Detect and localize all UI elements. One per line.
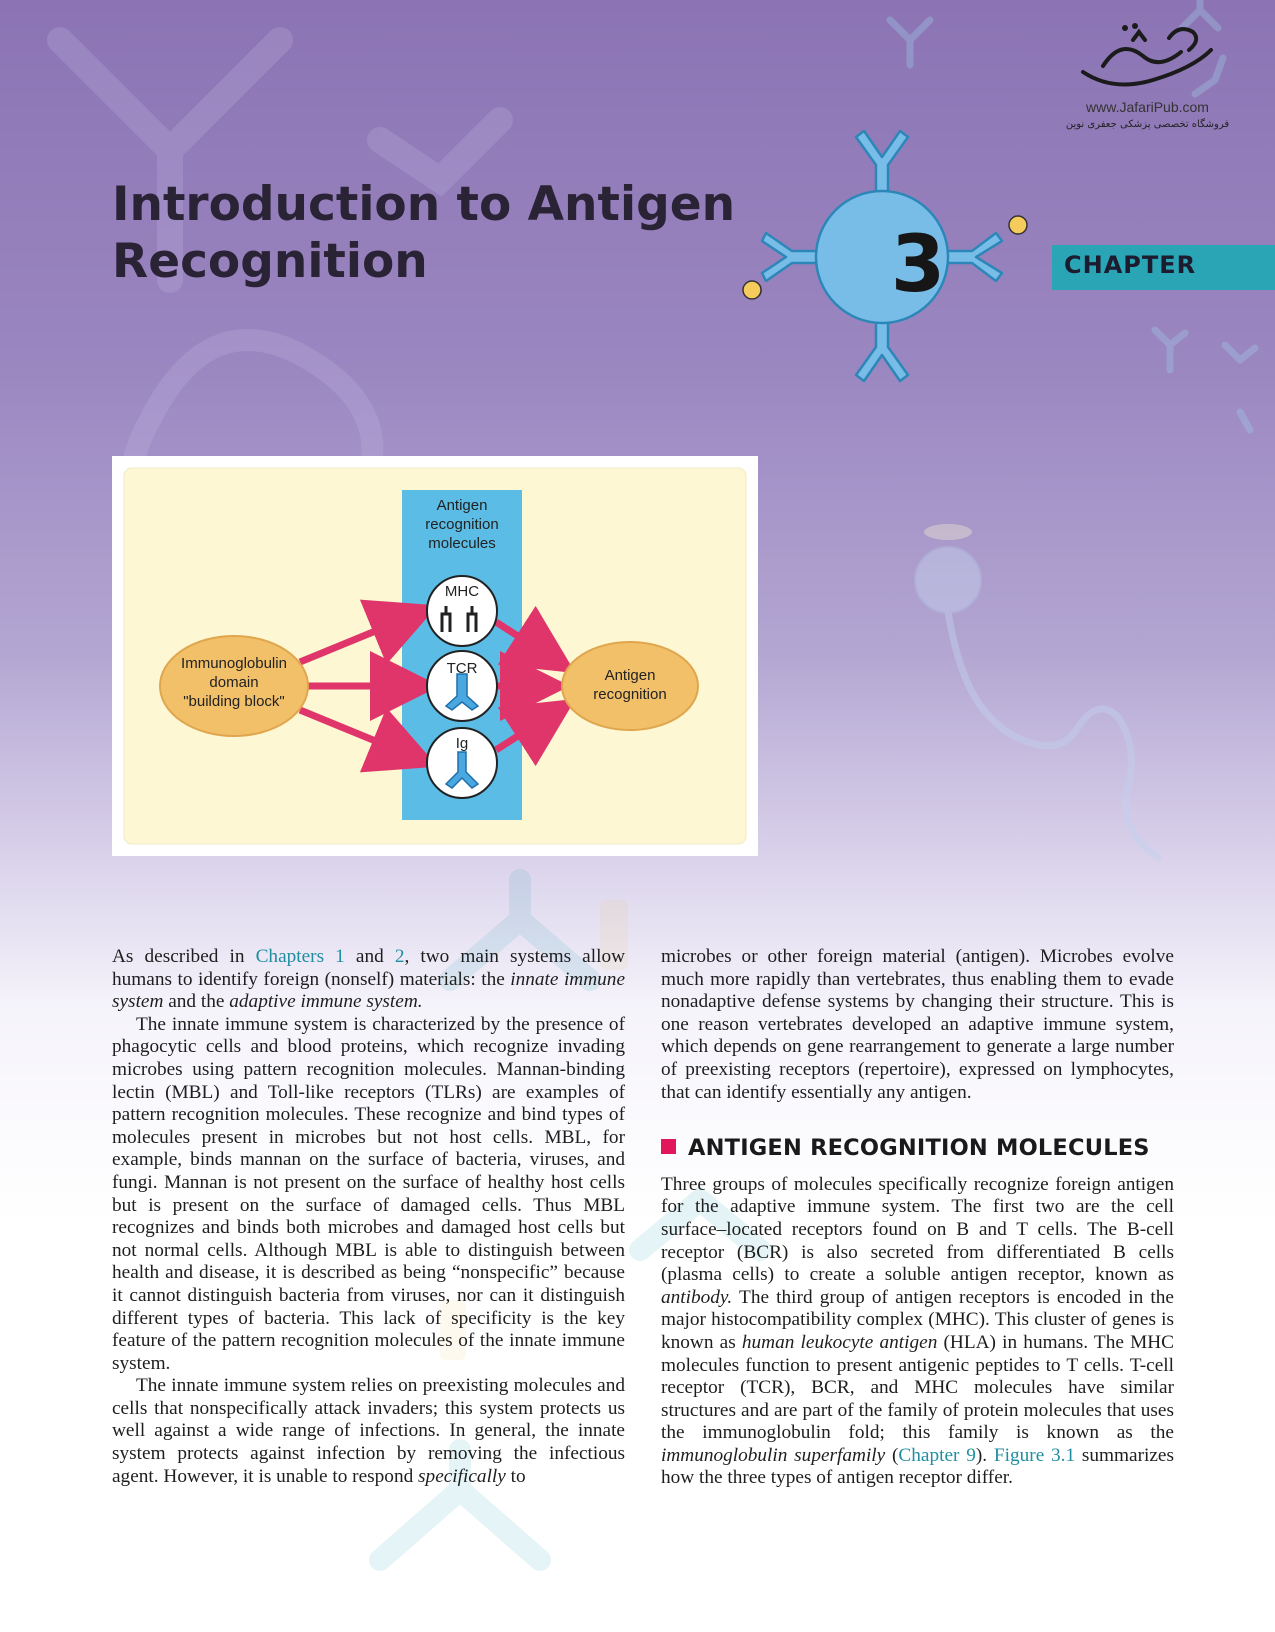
logo-tagline: فروشگاه تخصصی پزشکی جعفری نوین xyxy=(1065,119,1230,130)
text: summarizes how the three types of antigen receptor differ. xyxy=(661,1444,1174,1489)
section-marker-icon xyxy=(661,1139,676,1154)
text: , two main systems allow humans to identify foreign (nonself) materials: the xyxy=(112,946,626,990)
text: As described in xyxy=(112,946,256,967)
body-right-column xyxy=(661,946,1174,1490)
left-node-line3: "building block" xyxy=(183,693,285,710)
publisher-logo xyxy=(1060,20,1235,130)
left-paragraph-3 xyxy=(112,1375,625,1488)
right-node-line1: Antigen xyxy=(604,667,656,684)
center-header-line1: Antigen xyxy=(436,497,488,514)
text: Three groups of molecules specifically recognize foreign antigen for the adaptive immune system. The first two are the cell surface–located receptors found on B and T cells. The B-cell receptor (BCR) is also secreted from differentiated B cells (plasma cells) to create a soluble antigen receptor, known as xyxy=(661,1173,1174,1286)
section-heading xyxy=(661,1137,1174,1160)
chapter-title-line1: Introduction to Antigen xyxy=(112,177,736,232)
text: The innate immune system relies on preexisting molecules and cells that nonspecifically attack invaders; this system protects us well against a wide range of infections. In general, the innate system protects against infection by removing the infectious agent. However, it is unable to respond xyxy=(112,1375,625,1487)
right-node-line2: recognition xyxy=(593,686,667,703)
chapter-title-line2: Recognition xyxy=(112,234,428,289)
emphasis: adaptive immune system. xyxy=(229,991,423,1013)
emphasis: human leukocyte antigen xyxy=(741,1331,938,1353)
tcr-label: TCR xyxy=(446,660,478,677)
chapter-badge-icon xyxy=(760,125,1275,415)
text: and xyxy=(344,946,395,967)
emphasis: specifically xyxy=(418,1465,506,1487)
chapter-label: CHAPTER xyxy=(1064,251,1197,279)
figure-antigen-recognition xyxy=(112,456,758,856)
figure-3-1-link[interactable]: Figure 3.1 xyxy=(993,1444,1076,1466)
left-node-label xyxy=(160,654,308,711)
emphasis: innate immune system xyxy=(112,968,625,1013)
section-heading-text: ANTIGEN RECOGNITION MOLECULES xyxy=(688,1135,1150,1162)
text: and the xyxy=(163,991,230,1013)
center-header-line3: molecules xyxy=(428,535,496,552)
mhc-label: MHC xyxy=(444,583,480,600)
chapter-title xyxy=(112,176,752,290)
chapter-9-link[interactable]: Chapter 9 xyxy=(898,1444,976,1466)
chapters-1-link[interactable]: Chapters 1 xyxy=(255,946,345,967)
logo-mark-icon xyxy=(1073,20,1223,92)
center-header-label xyxy=(402,496,522,553)
ig-label: Ig xyxy=(455,735,469,752)
chapter-number: 3 xyxy=(890,220,946,310)
emphasis: antibody. xyxy=(661,1286,733,1308)
text: The third group of antigen receptors is encoded in the major histocompatibility complex (MHC). This cluster of genes is known as xyxy=(661,1286,1174,1353)
right-paragraph-1: microbes or other foreign material (antigen). Microbes evolve much more rapidly than vertebrates, thus enabling them to evade nonadaptive defense systems by changing their structure. This is one reason vertebrates developed an adaptive immune system, which depends on gene rearrangement to generate a large number of preexisting receptors (repertoire), expressed on lymphocytes, that can identify essentially any antigen. xyxy=(661,946,1174,1103)
right-node-label xyxy=(564,666,696,704)
text: ). xyxy=(975,1444,994,1466)
left-paragraph-1 xyxy=(112,946,625,1014)
text: (HLA) in humans. The MHC molecules function to present antigenic peptides to T cells. T-cell receptor (TCR), BCR, and MHC molecules have similar structures and are part of the family of protein molecules that uses the immunoglobulin fold; this family is known as the xyxy=(661,1331,1174,1444)
text: ( xyxy=(885,1444,899,1466)
emphasis: immunoglobulin superfamily xyxy=(661,1444,886,1466)
logo-url: www.JafariPub.com xyxy=(1086,99,1209,115)
text: to xyxy=(505,1465,526,1487)
right-paragraph-2 xyxy=(661,1174,1174,1490)
left-node-line2: domain xyxy=(209,674,259,691)
left-paragraph-2: The innate immune system is characterized by the presence of phagocytic cells and blood proteins, which recognize invading microbes using pattern recognition molecules. Mannan-binding lectin (MBL) and Toll-like receptors (TLRs) are examples of pattern recognition molecules. These recognize and bind types of molecules present in microbes but not host cells. MBL, for example, binds mannan on the surface of bacteria, viruses, and fungi. Mannan is not present on the surface of healthy host cells but is present on the surface of damaged cells. Thus MBL recognizes and binds both microbes and damaged host cells but not normal cells. Although MBL is able to distinguish between health and disease, it is described as being “nonspecific” because it cannot distinguish bacteria from viruses, nor can it distinguish different types of bacteria. This lack of specificity is the key feature of the pattern recognition molecules of the innate immune system. xyxy=(112,1013,625,1374)
chapter-2-link[interactable]: 2 xyxy=(394,946,405,967)
left-node-line1: Immunoglobulin xyxy=(181,655,287,672)
center-header-line2: recognition xyxy=(425,516,499,533)
body-left-column xyxy=(112,946,625,1488)
